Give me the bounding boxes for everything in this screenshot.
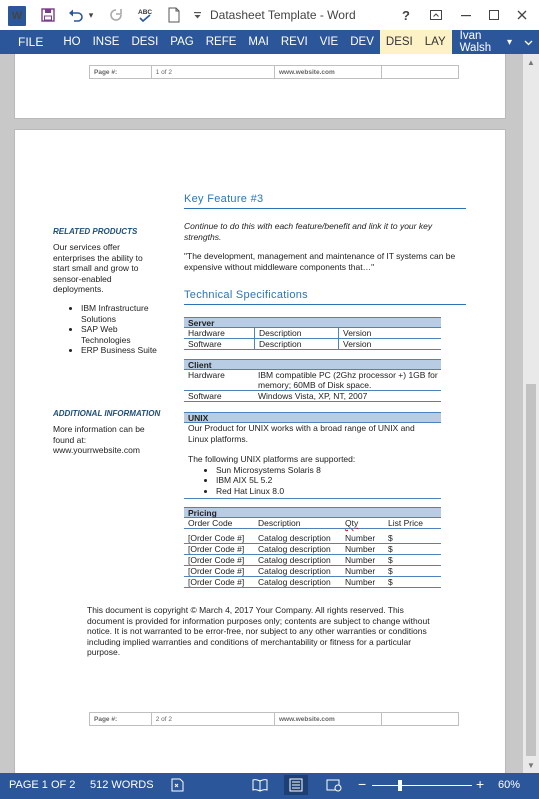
client-table [184,359,441,402]
table-row [184,533,441,544]
table-cell: Catalog description [258,555,331,565]
unix-platform-list [184,465,441,500]
table-cell: $ [388,555,393,565]
table-cell: Software [188,339,222,349]
related-products-heading: RELATED PRODUCTS [53,227,138,236]
tab-developer[interactable]: DEV [350,36,374,48]
print-layout-icon[interactable] [284,775,308,795]
table-cell: [Order Code #] [188,577,245,587]
table-cell: Hardware [188,370,225,380]
tab-table-layout[interactable]: LAY [419,30,452,54]
help-icon[interactable]: ? [402,7,410,23]
table-header-cell: Description [258,518,301,528]
tab-table-design[interactable]: DESI [380,30,419,54]
table-row [184,370,441,391]
zoom-slider-thumb[interactable] [398,780,402,791]
table-row [184,577,441,588]
expand-ribbon-icon[interactable] [518,30,539,54]
tech-specs-heading: Technical Specifications [184,289,308,301]
table-cell: [Order Code #] [188,544,245,554]
table-row [184,555,441,566]
chevron-down-icon[interactable]: ▾ [506,36,512,48]
web-layout-icon[interactable] [326,778,342,795]
redo-icon[interactable] [106,5,126,25]
vertical-scrollbar[interactable] [523,54,539,773]
table-cell: $ [388,544,393,554]
table-cell: Catalog description [258,566,331,576]
page-2 [14,129,506,773]
ribbon-tab-bar [0,30,539,54]
tab-home[interactable]: HO [63,36,81,48]
footer-page-label: Page #: [90,713,152,725]
footer-page-of: 1 of 2 [152,66,275,78]
server-table-title: Server [184,317,441,328]
table-cell: Description [254,339,338,349]
page-1 [14,54,506,119]
copyright-text: This document is copyright © March 4, 2017 Your Company. All rights reserved. This document is provided for information purposes only; contents are subject to change without notice. It is not warranted to be error-free, nor subject to any other warranties or conditions including implied warranties and conditions of merchantability or fitness for a particular purpose. [87,605,430,657]
tab-view[interactable]: VIE [319,36,339,48]
table-row [184,391,441,402]
table-row [184,339,441,350]
table-cell: $ [388,533,393,543]
table-row [184,566,441,577]
heading-rule [184,208,466,209]
scroll-down-icon[interactable]: ▼ [527,760,535,770]
pricing-table-title: Pricing [184,507,441,518]
table-cell: Number [345,555,376,565]
key-feature-heading: Key Feature #3 [184,193,264,205]
status-bar [0,773,539,799]
footer-website: www.website.com [275,713,382,725]
footer-page-label: Page #: [90,66,152,78]
unix-text: Our Product for UNIX works with a broad range of UNIX and Linux platforms. [188,423,415,444]
maximize-icon[interactable] [484,5,504,25]
pricing-table [184,507,441,588]
close-icon[interactable] [512,5,532,25]
related-products-text: Our services offer enterprises the ability to start small and grow to sensor-enabled deployments. [53,242,143,294]
table-header-cell: Qty [345,518,359,528]
user-account[interactable]: Ivan Walsh [459,30,492,54]
zoom-out-button[interactable]: − [358,776,367,792]
table-cell: [Order Code #] [188,555,245,565]
page-1-footer [89,65,459,79]
table-cell: Version [338,328,441,338]
tab-references[interactable]: REFE [205,36,237,48]
list-item: • SAP Web Technologies [81,324,163,345]
heading-rule [184,304,466,305]
read-mode-icon[interactable] [252,778,268,795]
table-header-row [184,518,441,529]
list-item: • ERP Business Suite [81,345,163,356]
additional-info-url[interactable]: www.yourrwebsite.com [53,445,140,455]
zoom-slider[interactable] [372,785,472,786]
page-count[interactable]: PAGE 1 OF 2 [9,779,76,791]
footer-empty-cell [382,713,458,725]
quote-text: "The development, management and maintenance of IT systems can be expensive without middleware components that…" [184,251,456,272]
table-cell: Software [188,391,222,401]
document-area[interactable] [0,54,523,773]
list-item: • Sun Microsystems Solaris 8 [216,465,441,476]
table-header-cell: Order Code [188,518,233,528]
tab-insert[interactable]: INSE [92,36,120,48]
table-cell: Number [345,533,376,543]
page-2-footer [89,712,459,726]
table-cell: Windows Vista, XP, NT, 2007 [258,391,368,401]
tab-design[interactable]: DESI [131,36,159,48]
word-app-icon[interactable]: W [8,6,26,26]
svg-text:ABC: ABC [138,9,153,16]
title-bar [0,0,539,30]
zoom-in-button[interactable]: + [476,776,485,792]
table-cell: Catalog description [258,577,331,587]
table-header-cell: List Price [388,518,423,528]
unix-table [184,412,441,499]
key-feature-text: Continue to do this with each feature/benefit and link it to your key strengths. [184,221,433,242]
table-cell: Number [345,544,376,554]
save-icon[interactable] [38,5,58,25]
table-cell: Version [338,339,441,349]
additional-info-heading: ADDITIONAL INFORMATION [53,409,161,418]
table-cell: $ [388,577,393,587]
table-cell: Hardware [188,328,225,338]
customize-qat-icon[interactable] [190,5,204,25]
zoom-level[interactable]: 60% [498,779,521,791]
unix-supported-text: The following UNIX platforms are supported: [188,454,356,464]
tab-review[interactable]: REVI [280,36,308,48]
tab-file[interactable]: FILE [0,30,57,54]
undo-dropdown-icon[interactable]: ▾ [88,9,94,20]
scroll-up-icon[interactable]: ▲ [527,57,535,67]
table-cell: [Order Code #] [188,533,245,543]
table-cell: $ [388,566,393,576]
table-row [184,328,441,339]
word-count[interactable]: 512 WORDS [90,779,154,791]
ribbon-display-options-icon[interactable] [426,5,446,25]
new-document-icon[interactable] [164,5,184,25]
footer-website: www.website.com [275,66,382,78]
table-cell: Catalog description [258,533,331,543]
table-cell: IBM compatible PC (2Ghz processor +) 1GB for memory; 60MB of Disk space. [258,370,438,390]
undo-icon[interactable] [66,5,86,25]
server-table [184,317,441,350]
tab-page-layout[interactable]: PAG [170,36,194,48]
proofing-icon[interactable] [170,778,186,795]
scrollbar-thumb[interactable] [526,384,536,756]
list-item: • IBM AIX 5L 5.2 [216,475,441,486]
tab-mailings[interactable]: MAI [248,36,269,48]
related-products-list [53,303,163,356]
table-cell: Description [254,328,338,338]
unix-table-title: UNIX [184,412,441,423]
client-table-title: Client [184,359,441,370]
list-item: • IBM Infrastructure Solutions [81,303,163,324]
table-cell: Catalog description [258,544,331,554]
window-title: Datasheet Template - Word [210,8,356,22]
footer-page-of: 2 of 2 [152,713,275,725]
additional-info-text: More information can be found at: [53,424,145,445]
spelling-abc-icon[interactable] [136,5,156,25]
table-row [184,544,441,555]
table-cell: [Order Code #] [188,566,245,576]
minimize-icon[interactable] [456,5,476,25]
list-item: • Red Hat Linux 8.0 [216,486,441,497]
table-cell: Number [345,566,376,576]
table-cell: Number [345,577,376,587]
footer-empty-cell [382,66,458,78]
